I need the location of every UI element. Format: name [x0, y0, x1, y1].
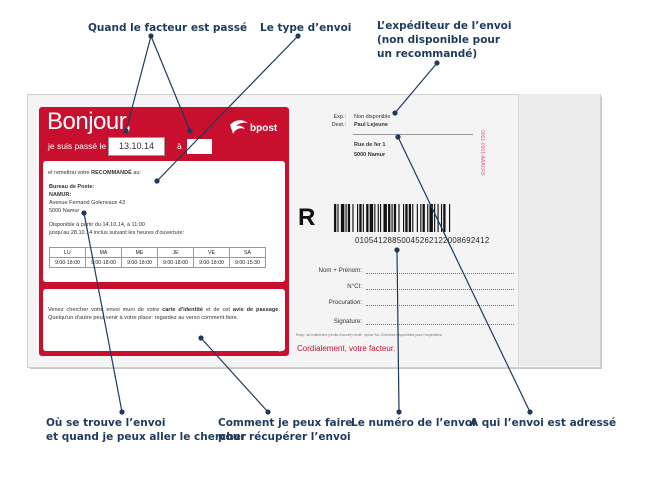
dest-city: 5000 Namur	[354, 152, 386, 158]
arrow-where	[84, 213, 122, 412]
callout-how-2: pour récupérer l’envoi	[218, 431, 351, 443]
day-cell: JE	[158, 248, 194, 258]
field-nom-label: Nom + Prénom:	[318, 267, 362, 274]
msg-part: et de cet	[205, 307, 230, 313]
callout-how-1: Comment je peux faire	[218, 417, 353, 429]
day-cell: MA	[86, 248, 122, 258]
dispo-line-1: Disponible à partir du 14.10.14, à 11:00	[49, 222, 145, 228]
msg-part: Venez chercher votre envoi muni de votre	[48, 307, 160, 313]
exp-value: Non disponible	[354, 114, 391, 120]
bpost-logo-text: bpost	[250, 123, 278, 134]
callout-where-1: Où se trouve l’envoi	[46, 417, 166, 429]
hours-cell: 9:00-18:00	[86, 258, 122, 268]
date-field: 13.10.14	[108, 137, 165, 156]
hours-cell: 9:00-18:00	[194, 258, 230, 268]
dispo-line-2: jusqu'au 28.10.14 inclus suivant les heures d'ouverture:	[49, 230, 185, 236]
cordialement: Cordialement, votre facteur.	[297, 344, 396, 353]
arrow-addressee	[398, 137, 530, 412]
day-cell: SA	[230, 248, 266, 258]
msg-part: . Quelqu'un d'autre peut venir à votre place: regardez au verso comment faire.	[48, 307, 280, 321]
side-code: 0001-0001-AAACR0	[479, 130, 485, 176]
callout-sender-3: un recommandé)	[377, 48, 478, 60]
verso-label: VERSO	[278, 334, 285, 352]
callout-number: Le numéro de l’envoi	[351, 417, 476, 429]
field-signature-label: Signature:	[333, 318, 362, 325]
arrow-time	[151, 36, 190, 131]
arrow-date	[126, 36, 151, 131]
barcode-number: 01054128850045262122008692412	[355, 236, 490, 245]
msg-bold-id: carte d'identité	[162, 307, 203, 313]
hours-cell: 9:00-18:00	[122, 258, 158, 268]
greeting: Bonjour,	[47, 108, 132, 135]
dest-label: Dest.:	[331, 122, 346, 128]
dest-name: Paul Lejeune	[354, 122, 388, 128]
arrow-number	[397, 250, 399, 412]
a-label: à	[177, 141, 182, 151]
callout-type: Le type d’envoi	[260, 22, 352, 34]
callout-sender-1: L’expéditeur de l’envoi	[377, 20, 512, 32]
arrow-sender	[395, 63, 437, 113]
remettrai-text: et remettrai votre	[48, 170, 90, 176]
dest-street: Rue de fer 1	[354, 142, 386, 148]
bureau-name: NAMUR:	[49, 192, 72, 198]
hours-cell: 9:00-15:30	[230, 258, 266, 268]
day-cell: LU	[50, 248, 86, 258]
arrow-type	[157, 36, 298, 181]
msg-bold-avis: avis de passage	[232, 307, 279, 313]
callout-sender-2: (non disponible pour	[377, 34, 501, 46]
day-cell: VE	[194, 248, 230, 258]
arrow-how	[201, 338, 268, 412]
type-letter: R	[298, 204, 316, 231]
passe-label: je suis passé le	[48, 141, 107, 151]
callout-time-passed: Quand le facteur est passé	[88, 22, 248, 34]
callout-addressee: A qui l’envoi est adressé	[470, 417, 617, 429]
field-procuration-label: Procuration:	[328, 299, 362, 306]
hours-cell: 9:00-18:00	[158, 258, 194, 268]
hours-cell: 9:00-18:00	[50, 258, 86, 268]
remettrai-end: au:	[133, 170, 141, 176]
callout-where-2: et quand je peux aller le chercher	[46, 431, 247, 443]
type-recommande: RECOMMANDÉ	[91, 170, 132, 176]
exp-label: Exp.:	[333, 114, 346, 120]
bureau-label: Bureau de Poste:	[49, 184, 95, 190]
field-nci-label: N°CI:	[347, 283, 362, 290]
legal-text: Resp. du traitement (droits d'accès) rectif.: bpost SA. Données disponibles pour l'expéditeur.	[296, 333, 443, 337]
bureau-address-2: 5000 Namur	[49, 208, 80, 214]
bureau-address-1: Avenue Fernand Golenvaux 43	[49, 200, 126, 206]
day-cell: ME	[122, 248, 158, 258]
